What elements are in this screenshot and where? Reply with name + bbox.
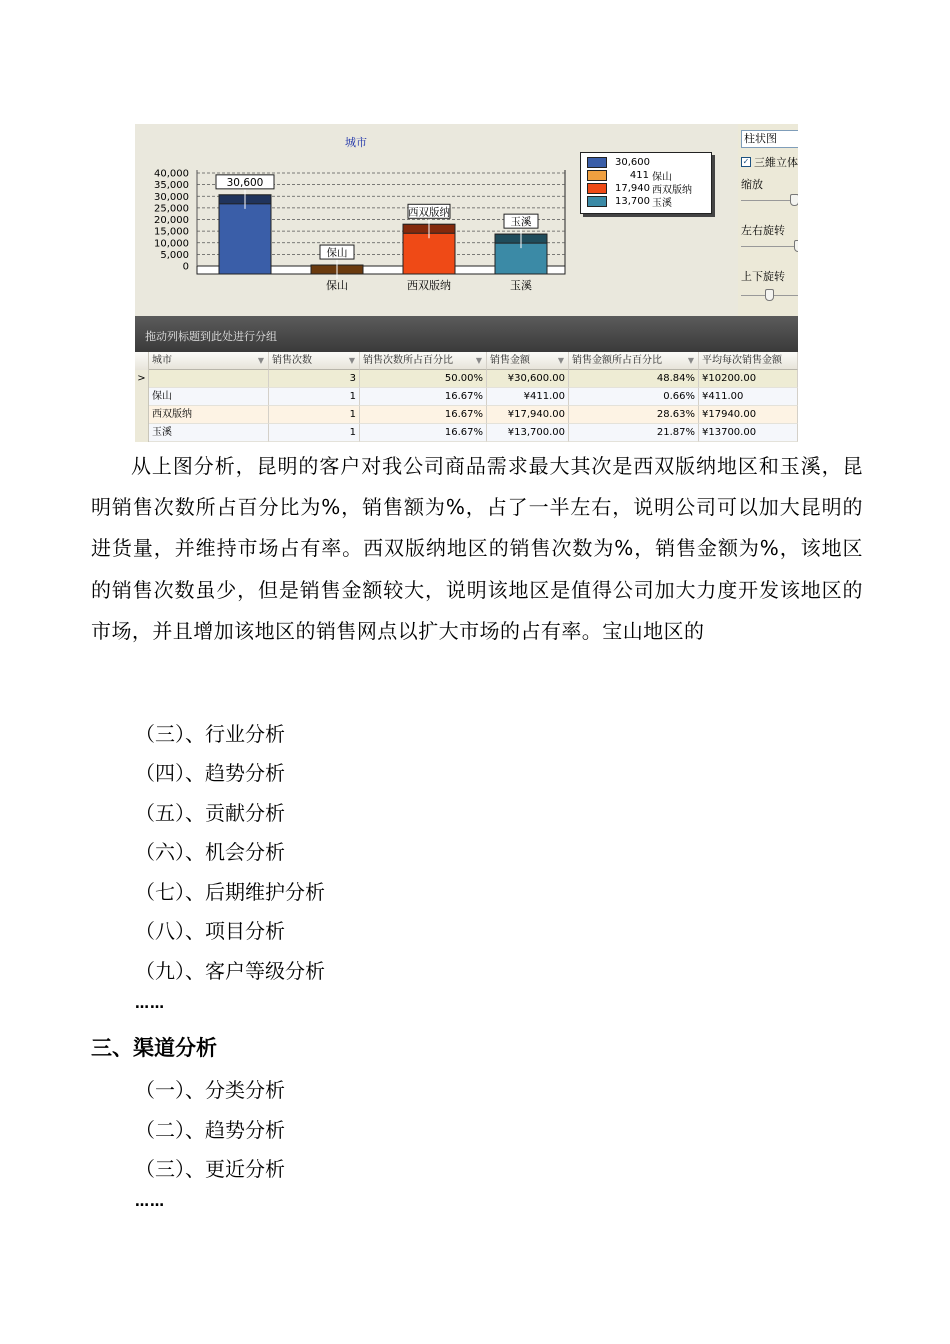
current-row-arrow-icon: > [135, 370, 149, 388]
legend-item [587, 195, 672, 207]
legend-swatch [587, 170, 607, 181]
legend-name: 玉溪 [652, 197, 672, 209]
chart-title: 城市 [345, 136, 367, 149]
column-header-avg-sales-amount[interactable]: 平均每次销售金额 [699, 352, 798, 370]
list-item: （三）、行业分析 [135, 722, 285, 746]
ellipsis: …… [135, 1194, 165, 1210]
group-by-panel[interactable] [135, 316, 798, 352]
rotate-lr-slider-thumb[interactable] [794, 240, 798, 252]
legend-value: 30,600 [615, 156, 650, 168]
row-indicator [135, 388, 149, 406]
list-item: （四）、趋势分析 [135, 761, 285, 785]
y-tick-label: 10,000 [154, 238, 189, 250]
chart-options-panel [738, 124, 798, 316]
column-header-sales-amount[interactable]: 销售金额 ▼ [487, 352, 569, 370]
row-indicator [135, 406, 149, 424]
y-tick-label: 30,000 [154, 191, 189, 203]
table-row[interactable]: 西双版纳 1 16.67% ¥17,940.00 28.63% ¥17940.00 [135, 406, 798, 424]
x-tick-label: 玉溪 [510, 279, 532, 292]
row-indicator-header [135, 352, 149, 370]
list-item: （七）、后期维护分析 [135, 880, 325, 904]
legend-name: 保山 [652, 171, 672, 183]
group-by-prompt: 拖动列标题到此处进行分组 [145, 330, 277, 343]
three-d-checkbox[interactable] [741, 154, 798, 170]
grid-header-row [135, 352, 798, 370]
row-indicator [135, 424, 149, 442]
legend-value: 411 [629, 169, 649, 181]
section-heading: 三、渠道分析 [91, 1036, 217, 1060]
chart-type-select[interactable]: 柱状图 [741, 130, 798, 148]
list-item: （八）、项目分析 [135, 919, 285, 943]
zoom-slider-thumb[interactable] [790, 194, 798, 206]
legend-swatch [587, 157, 607, 168]
table-row[interactable]: > 3 50.00% ¥30,600.00 48.84% ¥10200.00 [135, 370, 798, 388]
column-header-city[interactable]: 城市 ▼ [149, 352, 269, 370]
list-item: （六）、机会分析 [135, 840, 285, 864]
list-item: （五）、贡献分析 [135, 801, 285, 825]
y-tick-label: 5,000 [160, 249, 189, 261]
y-tick-label: 0 [182, 261, 189, 273]
y-tick-label: 35,000 [154, 180, 189, 192]
bar-chart [135, 124, 580, 316]
chart-legend [580, 152, 712, 214]
rotate-lr-label: 左右旋转 [741, 224, 785, 237]
y-tick-label: 20,000 [154, 215, 189, 226]
list-item: （一）、分类分析 [135, 1078, 285, 1102]
legend-item [587, 156, 652, 168]
rotate-ud-slider-thumb[interactable] [765, 289, 774, 301]
chart-area [135, 124, 738, 317]
list-item: （九）、客户等级分析 [135, 959, 325, 983]
ellipsis: …… [135, 996, 165, 1012]
column-header-sales-count-pct[interactable]: 销售次数所占百分比 ▼ [360, 352, 487, 370]
data-grid [135, 352, 798, 444]
data-label: 30,600 [226, 176, 264, 189]
table-row[interactable]: 保山 1 16.67% ¥411.00 0.66% ¥411.00 [135, 388, 798, 406]
list-item: （三）、更近分析 [135, 1157, 285, 1181]
legend-swatch [587, 196, 607, 207]
analysis-paragraph: 从上图分析，昆明的客户对我公司商品需求最大其次是西双版纳地区和玉溪，昆明销售次数所占百分比为%，销售额为%，占了一半左右，说明公司可以加大昆明的进货量，并维持市场占有率。西双版纳地区的销售次数为%，销售金额为%，该地区的销售次数虽少，但是销售金额较大，说明该地区是值得公司加大力度开发该地区的市场，并且增加该地区的销售网点以扩大市场的占有率。宝山地区的 [91, 454, 863, 643]
data-label: 保山 [326, 247, 348, 260]
data-label: 西双版纳 [408, 206, 450, 219]
y-tick-label: 15,000 [154, 226, 189, 238]
list-item: （二）、趋势分析 [135, 1118, 285, 1142]
legend-item [587, 169, 672, 181]
rotate-lr-slider-track[interactable] [741, 246, 798, 247]
embedded-app-screenshot [135, 124, 798, 444]
column-header-sales-amount-pct[interactable]: 销售金额所占百分比 ▼ [569, 352, 699, 370]
y-tick-label: 25,000 [154, 203, 189, 215]
legend-value: 17,940 [615, 182, 650, 194]
data-label: 玉溪 [510, 216, 532, 229]
table-row[interactable]: 玉溪 1 16.67% ¥13,700.00 21.87% ¥13700.00 [135, 424, 798, 442]
three-d-label: 三維立体 [754, 156, 798, 169]
legend-name: 西双版纳 [652, 184, 692, 196]
y-tick-label: 40,000 [154, 168, 189, 180]
legend-swatch [587, 183, 607, 194]
checkbox-checked-icon[interactable]: ✓ [742, 157, 750, 166]
rotate-ud-label: 上下旋转 [741, 270, 785, 283]
x-tick-label: 西双版纳 [407, 279, 451, 292]
column-header-sales-count[interactable]: 销售次数 ▼ [269, 352, 360, 370]
x-tick-label: 保山 [326, 279, 348, 292]
legend-item [587, 182, 692, 194]
legend-value: 13,700 [615, 195, 650, 207]
zoom-label: 缩放 [741, 178, 763, 191]
